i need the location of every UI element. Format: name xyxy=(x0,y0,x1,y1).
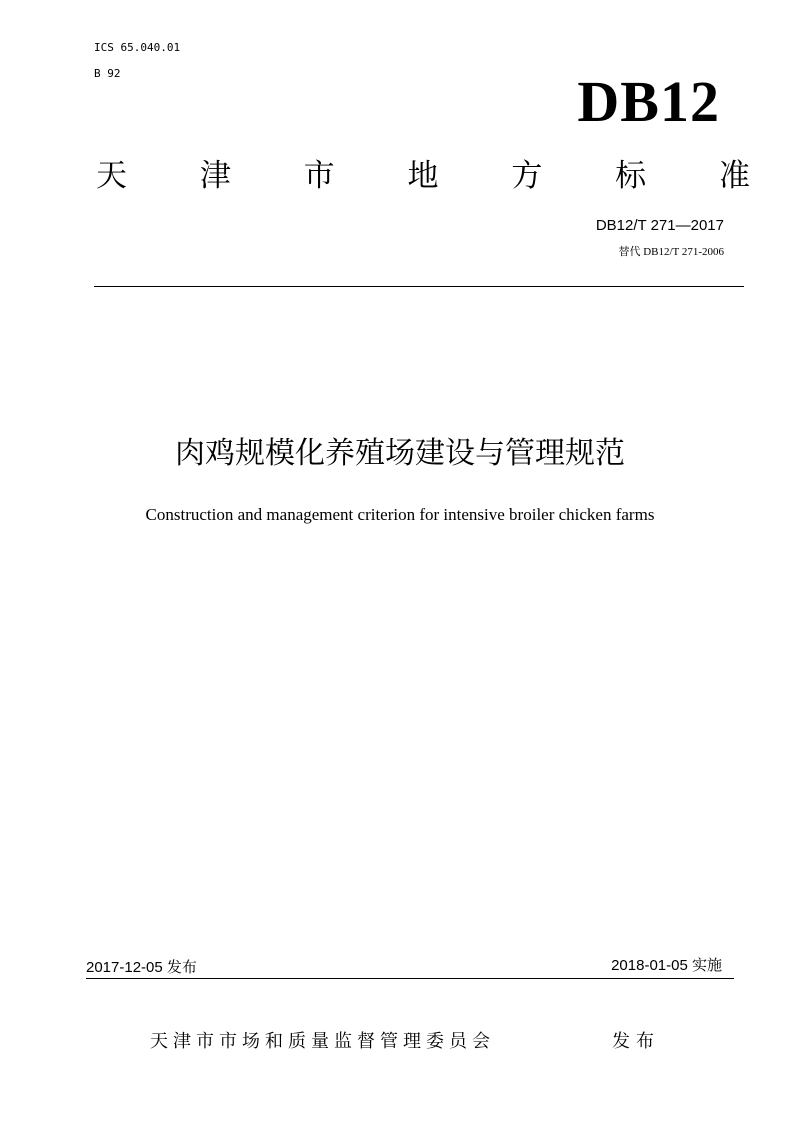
standard-type-heading xyxy=(96,156,750,196)
standard-type-char: 标 xyxy=(615,158,647,194)
bottom-divider xyxy=(86,978,734,979)
top-divider xyxy=(94,286,744,287)
standard-logo: DB12 xyxy=(577,69,720,134)
standard-number: DB12/T 271—2017 xyxy=(595,217,724,234)
document-title-chinese: 肉鸡规模化养殖场建设与管理规范 xyxy=(175,436,625,471)
standard-type-char: 地 xyxy=(407,158,439,194)
issue-date: 2017-12-05 发布 xyxy=(86,959,197,976)
replaces-note: 替代 DB12/T 271-2006 xyxy=(618,246,724,258)
standard-type-char: 天 xyxy=(96,158,127,194)
publisher-name: 天津市市场和质量监督管理委员会 xyxy=(150,1031,495,1052)
standard-type-char: 市 xyxy=(303,158,335,194)
document-title-english: Construction and management criterion for intensive broiler chicken farms xyxy=(145,505,655,524)
classification-code: B 92 xyxy=(94,67,121,80)
ics-code: ICS 65.040.01 xyxy=(94,41,181,54)
standard-type-char: 方 xyxy=(511,158,543,194)
standard-type-char: 准 xyxy=(718,158,750,194)
standard-type-char: 津 xyxy=(199,158,231,194)
effective-date: 2018-01-05 实施 xyxy=(611,957,722,974)
publish-label: 发布 xyxy=(612,1031,660,1052)
